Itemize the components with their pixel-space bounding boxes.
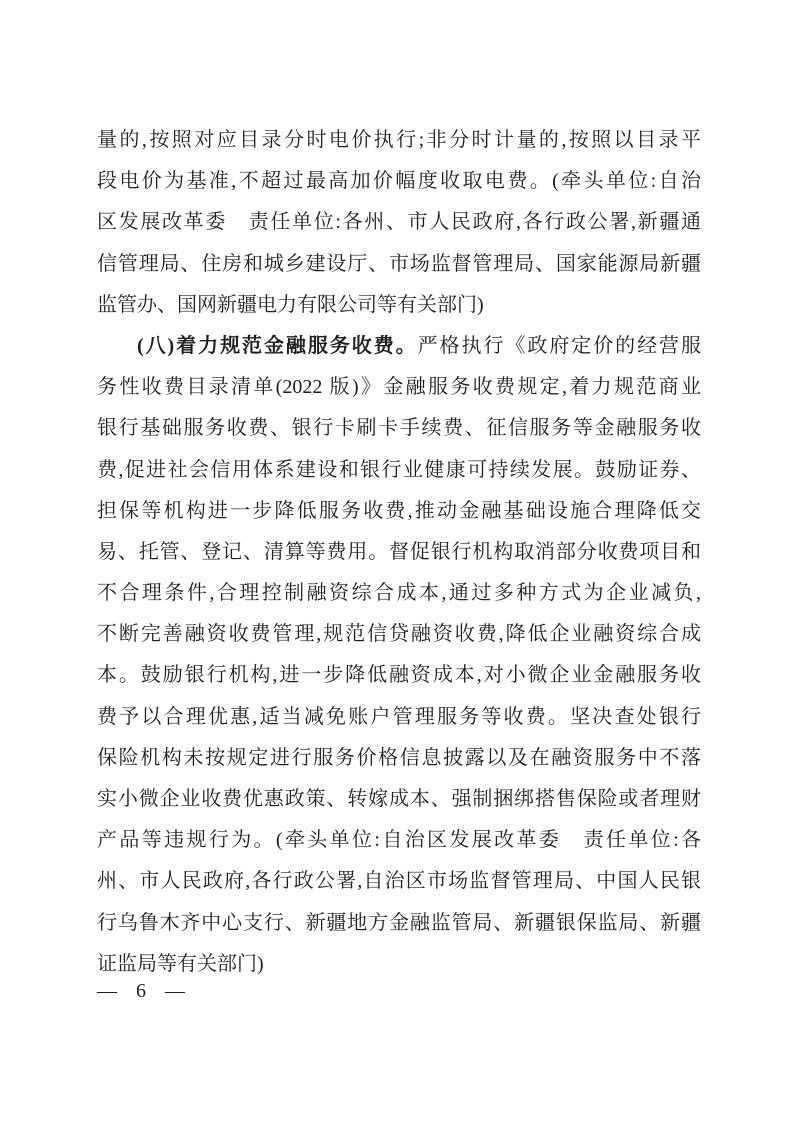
text-line: 实小微企业收费优惠政策、转嫁成本、强制捆绑搭售保险或者理财 [97,788,701,810]
text-line: 州、市人民政府,各行政公署,自治区市场监督管理局、中国人民银 [97,870,701,893]
document-body [97,120,701,985]
text-line: 务性收费目录清单(2022 版)》金融服务收费规定,着力规范商业 [97,376,701,399]
text-line: 信管理局、住房和城乡建设厅、市场监督管理局、国家能源局新疆 [97,252,701,275]
text-line: 不断完善融资收费管理,规范信贷融资收费,降低企业融资综合成 [97,623,701,646]
text-line: 费予以合理优惠,适当减免账户管理服务等收费。坚决查处银行 [97,705,701,728]
text-line: 保险机构未按规定进行服务价格信息披露以及在融资服务中不落 [97,746,701,769]
text-line: 量的,按照对应目录分时电价执行;非分时计量的,按照以目录平 [97,129,701,151]
paragraph-8-financial-service-fees [97,326,701,985]
text-line: 不合理条件,合理控制融资综合成本,通过多种方式为企业减负, [97,582,701,605]
text-line: 本。鼓励银行机构,进一步降低融资成本,对小微企业金融服务收 [97,664,701,687]
text-line: 产品等违规行为。(牵头单位:自治区发展改革委 责任单位:各 [97,829,701,852]
text-line: 段电价为基准,不超过最高加价幅度收取电费。(牵头单位:自治 [97,170,701,193]
page-number: — 6 — [97,980,185,1002]
paragraph-electricity-pricing-continuation [97,120,701,326]
text-line: 区发展改革委 责任单位:各州、市人民政府,各行政公署,新疆通 [97,211,701,234]
paragraph-heading: (八)着力规范金融服务收费。 [137,334,418,357]
text-line: 费,促进社会信用体系建设和银行业健康可持续发展。鼓励证券、 [97,458,701,481]
text-line: 行乌鲁木齐中心支行、新疆地方金融监管局、新疆银保监局、新疆 [97,911,701,934]
text-line: 担保等机构进一步降低服务收费,推动金融基础设施合理降低交 [97,499,701,522]
text-line: 证监局等有关部门) [97,952,264,975]
text-line: 易、托管、登记、清算等费用。督促银行机构取消部分收费项目和 [97,540,701,563]
text-line: 监管办、国网新疆电力有限公司等有关部门) [97,293,484,316]
text-line: (八)着力规范金融服务收费。严格执行《政府定价的经营服 [137,334,701,357]
text-line: 银行基础服务收费、银行卡刷卡手续费、征信服务等金融服务收 [97,417,701,440]
